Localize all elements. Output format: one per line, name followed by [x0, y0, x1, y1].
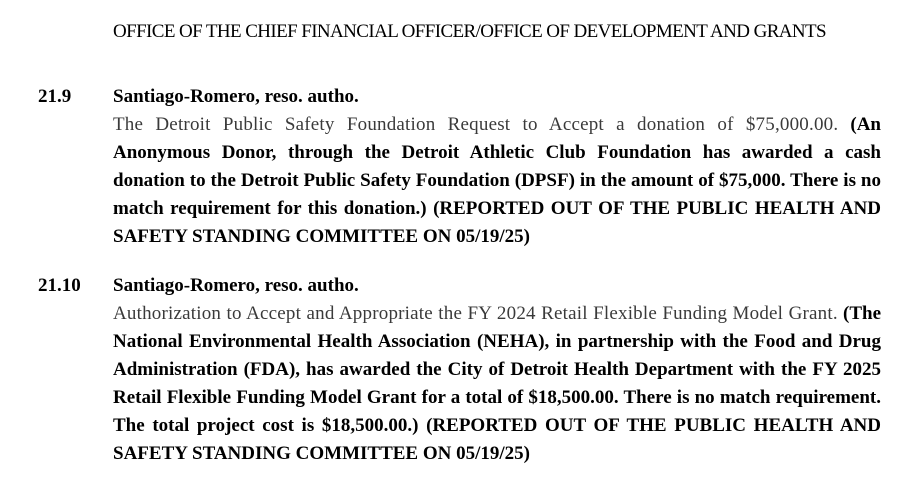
item-description	[113, 111, 881, 251]
item-detail: (An Anonymous Donor, through the Detroit Athletic Club Foundation has awarded a cash donation to the Detroit Public Safety Foundation (DPSF) in the amount of $75,000. There is no match requirement for this donation.) (REPORTED OUT OF THE PUBLIC HEALTH AND SAFETY STANDING COMMITTEE ON 05/19/25)	[113, 114, 881, 247]
item-title: The Detroit Public Safety Foundation Request to Accept a donation of $75,000.00.	[113, 114, 839, 135]
item-description	[113, 300, 881, 468]
section-heading: OFFICE OF THE CHIEF FINANCIAL OFFICER/OFFICE OF DEVELOPMENT AND GRANTS	[113, 21, 826, 42]
item-body	[113, 273, 881, 468]
item-number: 21.10	[38, 275, 81, 296]
item-number: 21.9	[38, 86, 72, 107]
item-body	[113, 84, 881, 251]
item-sponsor: Santiago-Romero, reso. autho.	[113, 275, 359, 296]
item-detail: (The National Environmental Health Association (NEHA), in partnership with the Food and Drug Administration (FDA), has awarded the City of Detroit Health Department with the FY 2025 Retail Flexible Funding Model Grant for a total of $18,500.00. There is no match requirement. The total project cost is $18,500.00.) (REPORTED OUT OF THE PUBLIC HEALTH AND SAFETY STANDING COMMITTEE ON 05/19/25)	[113, 303, 882, 464]
item-title: Authorization to Accept and Appropriate the FY 2024 Retail Flexible Funding Model Grant.	[113, 303, 838, 324]
item-sponsor: Santiago-Romero, reso. autho.	[113, 86, 359, 107]
